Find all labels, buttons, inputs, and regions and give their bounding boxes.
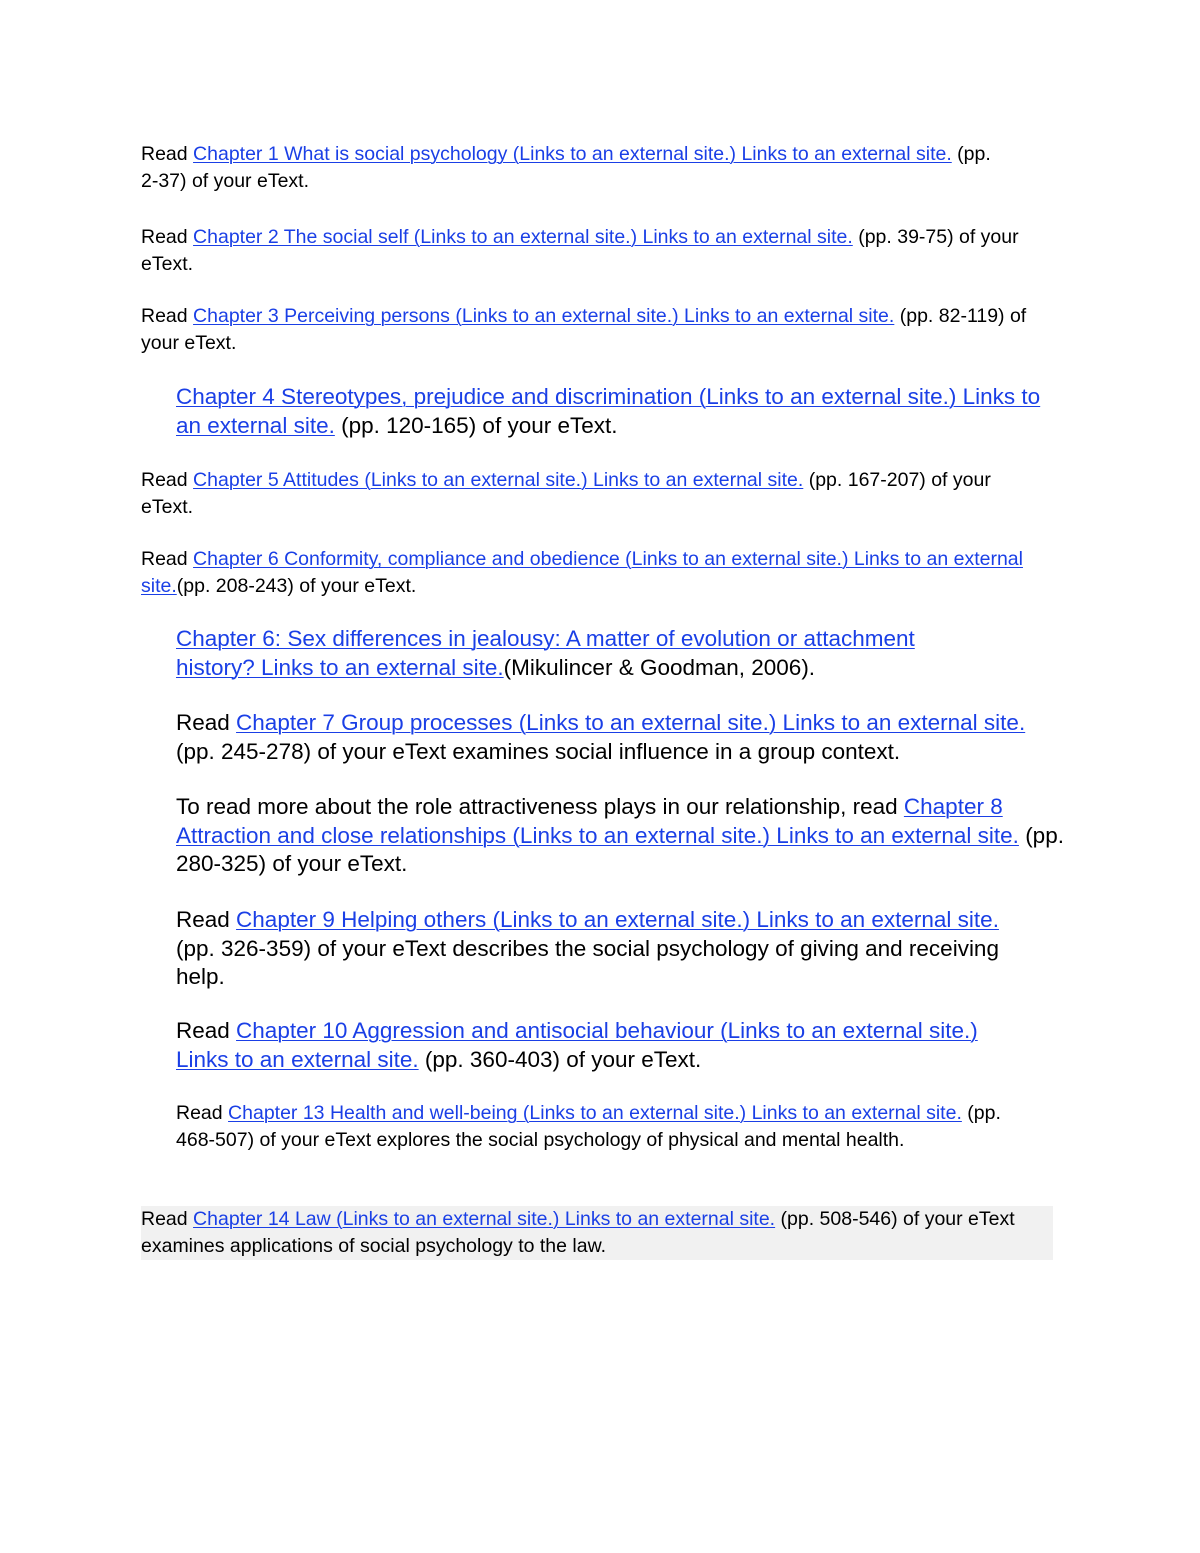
reading-item-chapter-4 bbox=[176, 383, 1071, 440]
chapter-4-link[interactable]: Chapter 4 Stereotypes, prejudice and discrimination (Links to an external site.) Links to an external site. bbox=[176, 384, 1041, 438]
chapter-7-link[interactable]: Chapter 7 Group processes (Links to an external site.) Links to an external site. bbox=[236, 710, 1026, 735]
reading-item-chapter-1 bbox=[141, 141, 1011, 195]
chapter-3-link[interactable]: Chapter 3 Perceiving persons (Links to an external site.) Links to an external site. bbox=[193, 305, 895, 327]
item-prefix: Read bbox=[176, 1018, 237, 1043]
item-suffix: (pp. 39-75) of your eText. bbox=[141, 226, 1019, 275]
item-suffix: (pp. 280-325) of your eText. bbox=[176, 822, 1064, 876]
reading-item-chapter-9 bbox=[176, 906, 1001, 992]
item-prefix: Read bbox=[141, 305, 194, 327]
chapter-1-link[interactable]: Chapter 1 What is social psychology (Links to an external site.) Links to an external site. bbox=[193, 143, 952, 165]
reading-item-chapter-13 bbox=[176, 1100, 1016, 1154]
item-prefix: Read bbox=[141, 469, 194, 491]
item-suffix: (pp. 360-403) of your eText. bbox=[418, 1046, 702, 1072]
item-prefix: Read bbox=[141, 548, 194, 570]
reading-item-chapter-7 bbox=[176, 709, 1031, 766]
chapter-13-link[interactable]: Chapter 13 Health and well-being (Links to an external site.) Links to an external site. bbox=[228, 1102, 962, 1124]
reading-item-chapter-14 bbox=[141, 1206, 1053, 1260]
item-suffix: (pp. 468-507) of your eText explores the social psychology of physical and mental health. bbox=[176, 1102, 1001, 1151]
item-suffix: (Mikulincer & Goodman, 2006). bbox=[503, 654, 816, 680]
chapter-8-link[interactable]: Chapter 8 Attraction and close relationships (Links to an external site.) Links to an external site. bbox=[176, 794, 1019, 848]
item-suffix: (pp. 208-243) of your eText. bbox=[176, 575, 417, 597]
item-suffix: (pp. 167-207) of your eText. bbox=[141, 469, 991, 518]
reading-item-chapter-6-jealousy bbox=[176, 625, 976, 682]
chapter-2-link[interactable]: Chapter 2 The social self (Links to an external site.) Links to an external site. bbox=[193, 226, 853, 248]
chapter-10-link[interactable]: Chapter 10 Aggression and antisocial behaviour (Links to an external site.) Links to an external site. bbox=[176, 1018, 978, 1072]
item-prefix: Read bbox=[141, 1208, 194, 1230]
chapter-6-jealousy-link[interactable]: Chapter 6: Sex differences in jealousy: A matter of evolution or attachment history? Links to an external site. bbox=[176, 626, 915, 680]
item-prefix: Read bbox=[176, 710, 237, 735]
chapter-9-link[interactable]: Chapter 9 Helping others (Links to an external site.) Links to an external site. bbox=[236, 907, 999, 932]
item-suffix: (pp. 2-37) of your eText. bbox=[141, 143, 991, 192]
item-suffix: (pp. 326-359) of your eText describes the social psychology of giving and receiving help. bbox=[176, 935, 999, 989]
chapter-14-link[interactable]: Chapter 14 Law (Links to an external site.) Links to an external site. bbox=[193, 1208, 776, 1230]
item-suffix: (pp. 245-278) of your eText examines social influence in a group context. bbox=[176, 738, 901, 764]
item-prefix: Read bbox=[176, 907, 237, 932]
item-suffix: (pp. 508-546) of your eText examines applications of social psychology to the law. bbox=[141, 1208, 1015, 1257]
chapter-6-link[interactable]: Chapter 6 Conformity, compliance and obedience (Links to an external site.) Links to an external site. bbox=[141, 548, 1023, 597]
reading-item-chapter-3 bbox=[141, 303, 1056, 357]
item-prefix: Read bbox=[141, 226, 194, 248]
reading-item-chapter-5 bbox=[141, 467, 1021, 521]
reading-item-chapter-10 bbox=[176, 1017, 1036, 1074]
item-prefix: Read bbox=[176, 1102, 229, 1124]
item-prefix: To read more about the role attractiveness plays in our relationship, read bbox=[176, 794, 904, 819]
item-suffix: (pp. 120-165) of your eText. bbox=[334, 412, 618, 438]
reading-item-chapter-8 bbox=[176, 793, 1066, 879]
item-suffix: (pp. 82-119) of your eText. bbox=[141, 305, 1027, 354]
reading-item-chapter-2 bbox=[141, 224, 1056, 278]
item-prefix: Read bbox=[141, 143, 194, 165]
chapter-5-link[interactable]: Chapter 5 Attitudes (Links to an external site.) Links to an external site. bbox=[193, 469, 804, 491]
reading-item-chapter-6 bbox=[141, 546, 1046, 600]
